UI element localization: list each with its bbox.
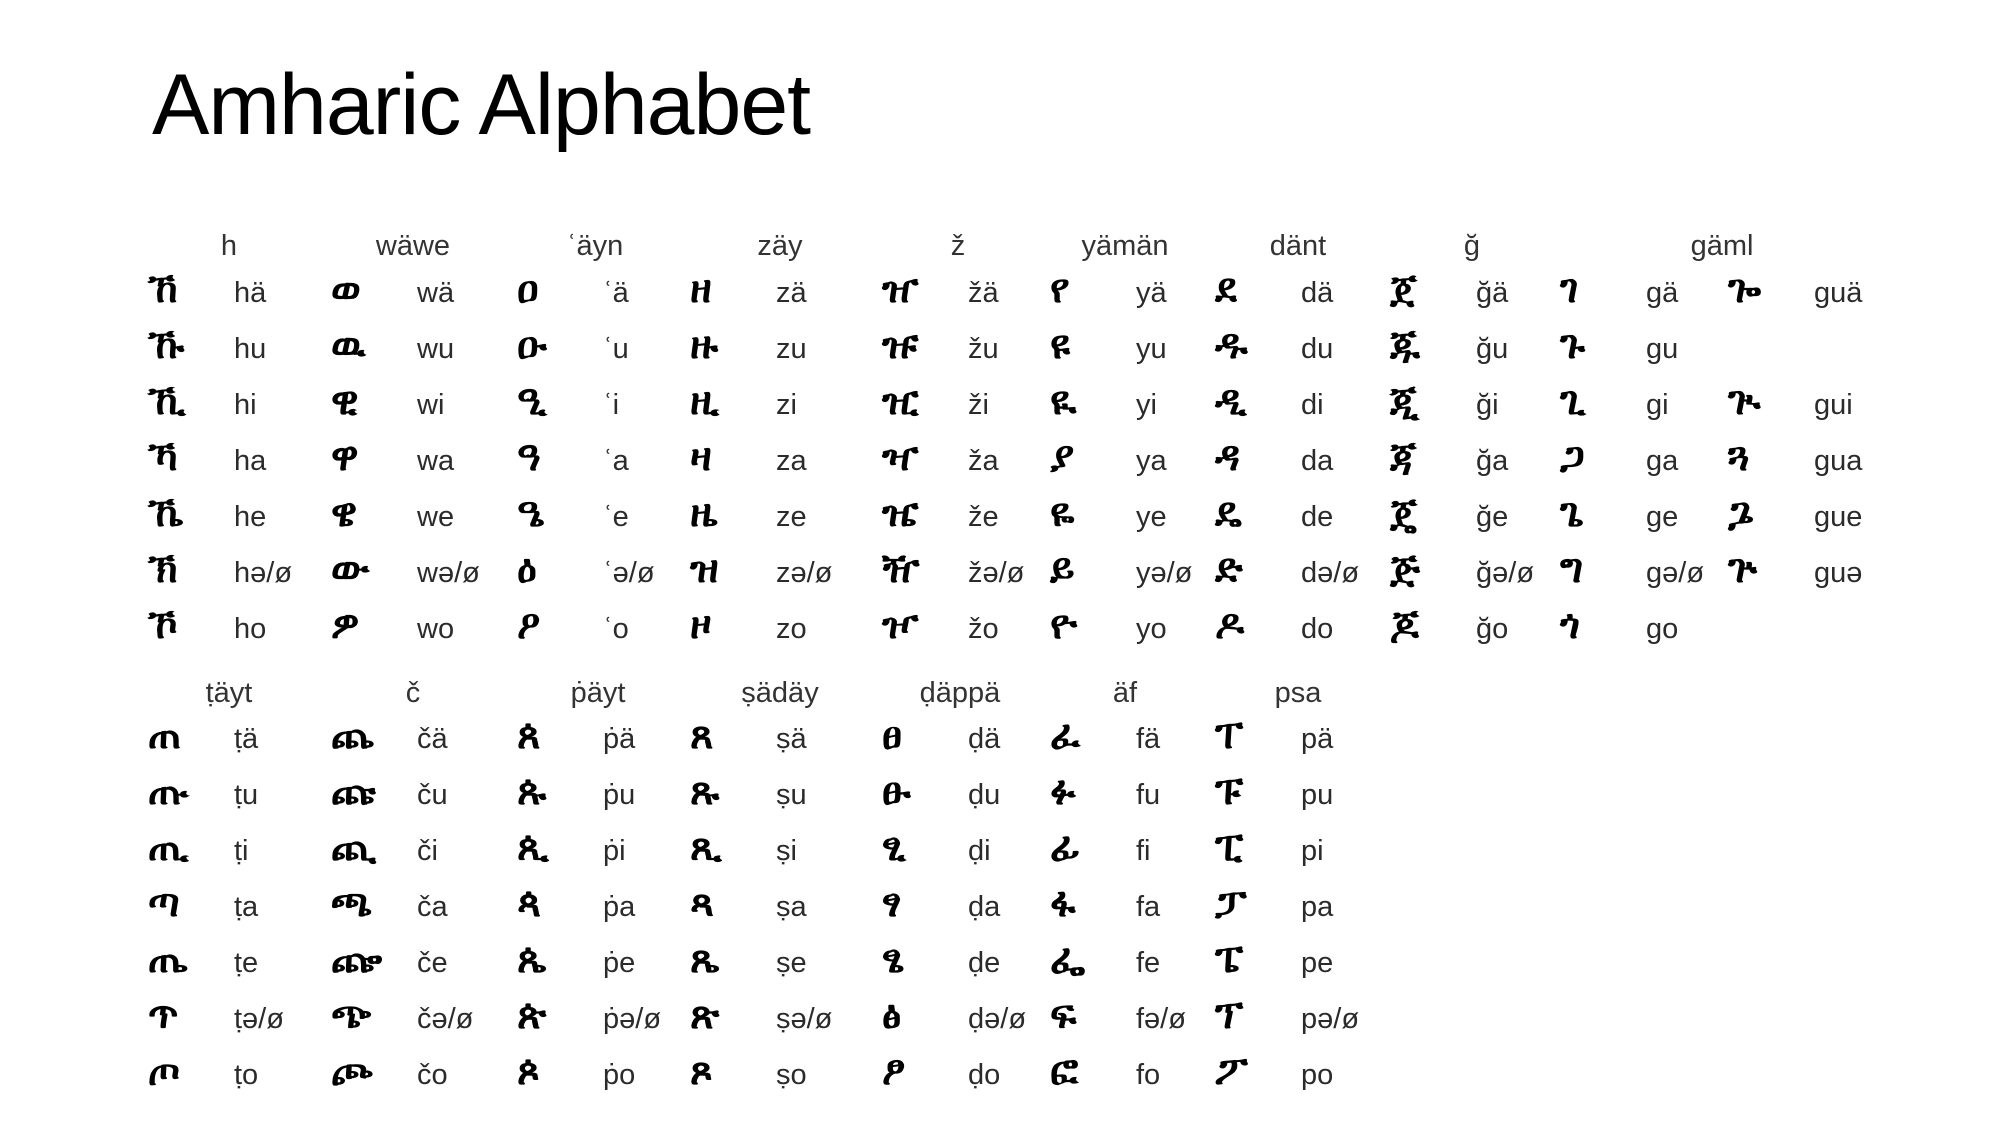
page-title: Amharic Alphabet xyxy=(152,57,811,153)
fidel-character: ዘ xyxy=(690,266,712,312)
transliteration: go xyxy=(1646,613,1679,645)
transliteration: hu xyxy=(234,333,267,365)
transliteration: ğä xyxy=(1476,277,1509,309)
transliteration: ṗe xyxy=(603,947,636,979)
transliteration: čə/ø xyxy=(417,1003,474,1035)
transliteration: ṭə/ø xyxy=(234,1003,284,1035)
fidel-character: ፉ xyxy=(1050,768,1076,814)
transliteration: ṭa xyxy=(234,891,259,923)
transliteration: wä xyxy=(417,277,455,309)
transliteration: ga xyxy=(1646,445,1679,477)
transliteration: ge xyxy=(1646,501,1679,533)
fidel-character: ዓ xyxy=(517,434,541,480)
transliteration: ḍo xyxy=(968,1059,1001,1091)
fidel-character: ኺ xyxy=(148,378,186,424)
transliteration: da xyxy=(1301,445,1334,477)
transliteration: ʿe xyxy=(603,501,629,533)
fidel-character: ፋ xyxy=(1050,880,1076,926)
fidel-character: ጹ xyxy=(690,768,720,814)
fidel-character: ዣ xyxy=(882,434,919,480)
transliteration: wi xyxy=(417,389,445,421)
transliteration: guə xyxy=(1814,557,1863,589)
fidel-character: ፌ xyxy=(1050,936,1085,982)
transliteration: ṭi xyxy=(234,835,249,867)
fidel-character: ዝ xyxy=(690,546,719,592)
fidel-character: ዐ xyxy=(517,266,539,312)
transliteration: ṗa xyxy=(603,891,636,923)
transliteration: yo xyxy=(1136,613,1167,645)
transliteration: pä xyxy=(1301,723,1334,755)
transliteration: ʿä xyxy=(603,277,629,309)
fidel-character: ወ xyxy=(331,266,361,312)
fidel-character: ዎ xyxy=(331,602,360,648)
transliteration: ṗə/ø xyxy=(603,1003,662,1035)
fidel-character: ዶ xyxy=(1215,602,1245,648)
transliteration: hä xyxy=(234,277,267,309)
fidel-character: ኹ xyxy=(148,322,185,368)
fidel-character: ዪ xyxy=(1050,378,1077,424)
fidel-character: ዉ xyxy=(331,322,366,368)
fidel-character: ጂ xyxy=(1390,378,1420,424)
fidel-character: ጬ xyxy=(331,936,383,982)
fidel-character: ያ xyxy=(1050,434,1075,480)
fidel-character: ኸ xyxy=(148,266,178,312)
fidel-character: ዩ xyxy=(1050,322,1070,368)
transliteration: ʿi xyxy=(603,389,620,421)
fidel-character: ጕ xyxy=(1728,546,1758,592)
transliteration: fə/ø xyxy=(1136,1003,1186,1035)
transliteration: čä xyxy=(417,723,448,755)
fidel-character: ፑ xyxy=(1215,768,1244,814)
fidel-character: ጼ xyxy=(690,936,720,982)
transliteration: ḍi xyxy=(968,835,991,867)
fidel-character: ፅ xyxy=(882,992,902,1038)
fidel-character: ጎ xyxy=(1560,602,1580,648)
fidel-character: ጉ xyxy=(1560,322,1586,368)
transliteration: he xyxy=(234,501,267,533)
fidel-character: ጊ xyxy=(1560,378,1586,424)
fidel-character: ጠ xyxy=(148,712,182,758)
transliteration: že xyxy=(968,501,999,533)
fidel-character: ገ xyxy=(1560,266,1579,312)
transliteration: ṭe xyxy=(234,947,259,979)
fidel-character: ዔ xyxy=(517,490,545,536)
transliteration: de xyxy=(1301,501,1334,533)
transliteration: hə/ø xyxy=(234,557,293,589)
transliteration: yä xyxy=(1136,277,1167,309)
fidel-character: ጸ xyxy=(690,712,714,758)
transliteration: ğo xyxy=(1476,613,1509,645)
transliteration: də/ø xyxy=(1301,557,1360,589)
transliteration: di xyxy=(1301,389,1324,421)
transliteration: žo xyxy=(968,613,999,645)
transliteration: ḍä xyxy=(968,723,1001,755)
transliteration: ṣi xyxy=(776,835,797,867)
transliteration: pə/ø xyxy=(1301,1003,1360,1035)
transliteration: ṗä xyxy=(603,723,636,755)
fidel-character: ጩ xyxy=(331,768,376,814)
fidel-character: ፔ xyxy=(1215,936,1244,982)
fidel-character: ዛ xyxy=(690,434,712,480)
fidel-character: ዜ xyxy=(690,490,718,536)
column-header: ṭäyt xyxy=(205,677,253,709)
transliteration: če xyxy=(417,947,448,979)
transliteration: ği xyxy=(1476,389,1499,421)
transliteration: do xyxy=(1301,613,1334,645)
transliteration: ži xyxy=(968,389,989,421)
transliteration: fo xyxy=(1136,1059,1161,1091)
transliteration: ʿə/ø xyxy=(603,557,655,589)
transliteration: zo xyxy=(776,613,807,645)
fidel-character: ዊ xyxy=(331,378,359,424)
column-header: ž xyxy=(950,230,966,262)
fidel-character: ግ xyxy=(1560,546,1584,592)
transliteration: ho xyxy=(234,613,267,645)
fidel-character: ፐ xyxy=(1215,712,1244,758)
fidel-character: ጵ xyxy=(517,992,547,1038)
fidel-character: ፓ xyxy=(1215,880,1247,926)
transliteration: ṗo xyxy=(603,1059,636,1091)
transliteration: čo xyxy=(417,1059,448,1091)
fidel-character: ዦ xyxy=(882,602,919,648)
transliteration: pi xyxy=(1301,835,1324,867)
fidel-character: ዚ xyxy=(690,378,719,424)
fidel-character: ኾ xyxy=(148,602,178,648)
fidel-character: ዡ xyxy=(882,322,919,368)
transliteration: zi xyxy=(776,389,797,421)
transliteration: ṣä xyxy=(776,723,807,755)
fidel-character: ጴ xyxy=(517,936,547,982)
transliteration: ṭä xyxy=(234,723,259,755)
transliteration: ḍə/ø xyxy=(968,1003,1027,1035)
fidel-character: ዴ xyxy=(1215,490,1242,536)
transliteration: ğu xyxy=(1476,333,1509,365)
transliteration: wə/ø xyxy=(417,557,480,589)
transliteration: žə/ø xyxy=(968,557,1025,589)
transliteration: ṭu xyxy=(234,779,259,811)
transliteration: zə/ø xyxy=(776,557,833,589)
transliteration: ṗu xyxy=(603,779,636,811)
transliteration: fä xyxy=(1136,723,1161,755)
fidel-character: ው xyxy=(331,546,370,592)
transliteration: ṗi xyxy=(603,835,626,867)
fidel-character: ዙ xyxy=(690,322,719,368)
fidel-character: ጽ xyxy=(690,992,720,1038)
column-header: psa xyxy=(1274,677,1322,709)
transliteration: ṭo xyxy=(234,1059,259,1091)
transliteration: gə/ø xyxy=(1646,557,1705,589)
transliteration: ye xyxy=(1136,501,1167,533)
fidel-character: ጤ xyxy=(148,936,188,982)
fidel-character: ፀ xyxy=(882,712,902,758)
fidel-character: ፖ xyxy=(1215,1048,1248,1094)
transliteration: pu xyxy=(1301,779,1334,811)
fidel-character: ጌ xyxy=(1560,490,1584,536)
fidel-character: ዒ xyxy=(517,378,547,424)
fidel-character: ኽ xyxy=(148,546,178,592)
transliteration: ža xyxy=(968,445,999,477)
transliteration: gu xyxy=(1646,333,1679,365)
fidel-character: ጦ xyxy=(148,1048,181,1094)
fidel-character: ዌ xyxy=(331,490,358,536)
transliteration: ča xyxy=(417,891,448,923)
fidel-character: ጲ xyxy=(517,824,549,870)
transliteration: ze xyxy=(776,501,807,533)
transliteration: gä xyxy=(1646,277,1679,309)
transliteration: wu xyxy=(417,333,455,365)
transliteration: ʿo xyxy=(603,613,629,645)
fidel-character: ፕ xyxy=(1215,992,1244,1038)
transliteration: gua xyxy=(1814,445,1863,477)
fidel-character: ጄ xyxy=(1390,490,1417,536)
fidel-character: ዢ xyxy=(882,378,919,424)
fidel-character: ጫ xyxy=(331,880,373,926)
transliteration: ğə/ø xyxy=(1476,557,1535,589)
column-header: wäwe xyxy=(375,230,451,262)
fidel-character: ጭ xyxy=(331,992,372,1038)
fidel-character: ዮ xyxy=(1050,602,1078,648)
fidel-character: ፄ xyxy=(882,936,904,982)
fidel-character: ዠ xyxy=(882,266,919,312)
fidel-character: ፂ xyxy=(882,824,906,870)
transliteration: pe xyxy=(1301,947,1334,979)
column-header: ğ xyxy=(1463,230,1481,262)
fidel-character: ጳ xyxy=(517,880,542,926)
transliteration: pa xyxy=(1301,891,1334,923)
transliteration: wa xyxy=(417,445,455,477)
column-header: gäml xyxy=(1690,230,1754,262)
transliteration: du xyxy=(1301,333,1334,365)
transliteration: ṣe xyxy=(776,947,807,979)
transliteration: dä xyxy=(1301,277,1334,309)
transliteration: ṣə/ø xyxy=(776,1003,833,1035)
fidel-character: ዳ xyxy=(1215,434,1240,480)
fidel-character: ዖ xyxy=(517,602,541,648)
transliteration: žä xyxy=(968,277,999,309)
transliteration: ğe xyxy=(1476,501,1509,533)
transliteration: ya xyxy=(1136,445,1167,477)
transliteration: ʿa xyxy=(603,445,629,477)
fidel-character: ጃ xyxy=(1390,434,1417,480)
column-header: ṣädäy xyxy=(741,677,819,709)
fidel-character: ድ xyxy=(1215,546,1243,592)
fidel-character: ጺ xyxy=(690,824,722,870)
fidel-character: ዕ xyxy=(517,546,537,592)
column-header: č xyxy=(405,677,421,709)
fidel-character: ጨ xyxy=(331,712,374,758)
transliteration: ʿu xyxy=(603,333,629,365)
transliteration: fu xyxy=(1136,779,1161,811)
fidel-character: ዋ xyxy=(331,434,359,480)
fidel-character: ደ xyxy=(1215,266,1237,312)
fidel-character: ይ xyxy=(1050,546,1075,592)
fidel-character: ኼ xyxy=(148,490,184,536)
transliteration: po xyxy=(1301,1059,1334,1091)
transliteration: žu xyxy=(968,333,999,365)
transliteration: zä xyxy=(776,277,807,309)
fidel-character: ዲ xyxy=(1215,378,1247,424)
fidel-character: ፍ xyxy=(1050,992,1077,1038)
transliteration: hi xyxy=(234,389,257,421)
transliteration: yə/ø xyxy=(1136,557,1193,589)
column-header: yämän xyxy=(1081,230,1169,262)
transliteration: ču xyxy=(417,779,448,811)
transliteration: guä xyxy=(1814,277,1863,309)
fidel-character: ዞ xyxy=(690,602,712,648)
transliteration: zu xyxy=(776,333,807,365)
transliteration: fe xyxy=(1136,947,1161,979)
transliteration: fi xyxy=(1136,835,1151,867)
transliteration: ḍu xyxy=(968,779,1001,811)
transliteration: ṣa xyxy=(776,891,807,923)
transliteration: za xyxy=(776,445,807,477)
fidel-character: ጐ xyxy=(1728,266,1762,312)
fidel-character: ዤ xyxy=(882,490,919,536)
column-header: ʿäyn xyxy=(566,230,624,262)
transliteration: yu xyxy=(1136,333,1167,365)
fidel-character: ጾ xyxy=(690,1048,713,1094)
transliteration: ha xyxy=(234,445,267,477)
fidel-character: ጶ xyxy=(517,1048,540,1094)
column-header: dänt xyxy=(1269,230,1327,262)
fidel-character: ጔ xyxy=(1728,490,1754,536)
transliteration: wo xyxy=(417,613,455,645)
fidel-character: ጰ xyxy=(517,712,541,758)
column-header: äf xyxy=(1112,677,1138,709)
fidel-character: ጅ xyxy=(1390,546,1420,592)
fidel-character: የ xyxy=(1050,266,1070,312)
transliteration: ḍe xyxy=(968,947,1001,979)
fidel-character: ዑ xyxy=(517,322,547,368)
fidel-character: ኻ xyxy=(148,434,178,480)
fidel-character: ፃ xyxy=(882,880,902,926)
fidel-character: ጒ xyxy=(1728,378,1761,424)
fidel-character: ጀ xyxy=(1390,266,1417,312)
fidel-character: ጪ xyxy=(331,824,377,870)
fidel-character: ፈ xyxy=(1050,712,1081,758)
transliteration: yi xyxy=(1136,389,1157,421)
column-header: h xyxy=(220,230,238,262)
transliteration: fa xyxy=(1136,891,1161,923)
fidel-character: ፁ xyxy=(882,768,911,814)
column-header: ḍäppä xyxy=(919,677,1001,709)
fidel-character: ዱ xyxy=(1215,322,1248,368)
transliteration: gue xyxy=(1814,501,1863,533)
transliteration: či xyxy=(417,835,438,867)
fidel-character: ፊ xyxy=(1050,824,1080,870)
fidel-character: ጆ xyxy=(1390,602,1419,648)
transliteration: ṣo xyxy=(776,1059,807,1091)
transliteration: we xyxy=(417,501,455,533)
fidel-character: ጻ xyxy=(690,880,714,926)
fidel-character: ጣ xyxy=(148,880,180,926)
transliteration: gi xyxy=(1646,389,1669,421)
fidel-character: ጓ xyxy=(1728,434,1750,480)
fidel-character: ጡ xyxy=(148,768,189,814)
fidel-character: ዥ xyxy=(882,546,920,592)
fidel-character: ጢ xyxy=(148,824,189,870)
transliteration: ḍa xyxy=(968,891,1001,923)
fidel-character: ዬ xyxy=(1050,490,1075,536)
fidel-character: ጮ xyxy=(331,1048,373,1094)
fidel-character: ጋ xyxy=(1560,434,1585,480)
fidel-character: ጁ xyxy=(1390,322,1420,368)
fidel-character: ፒ xyxy=(1215,824,1244,870)
fidel-character: ጱ xyxy=(517,768,547,814)
fidel-character: ፆ xyxy=(882,1048,906,1094)
transliteration: ğa xyxy=(1476,445,1509,477)
transliteration: ṣu xyxy=(776,779,807,811)
column-header: zäy xyxy=(757,230,803,262)
transliteration: gui xyxy=(1814,389,1853,421)
fidel-character: ጥ xyxy=(148,992,179,1038)
column-header: ṗäyt xyxy=(570,677,626,709)
fidel-character: ፎ xyxy=(1050,1048,1079,1094)
